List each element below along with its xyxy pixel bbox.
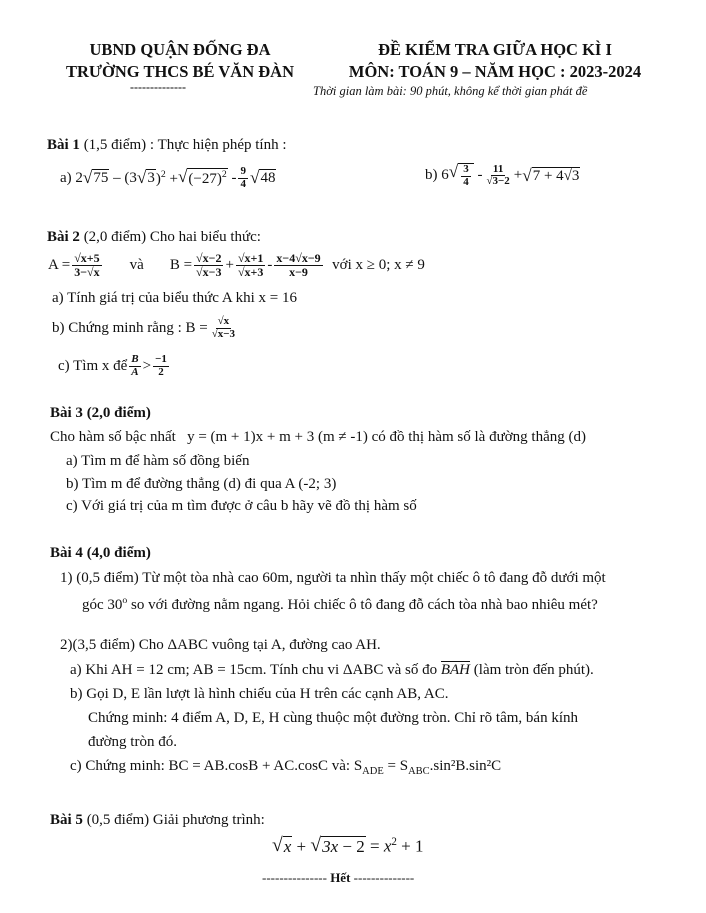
bai2-b: b) Chứng minh rằng : B = $\frac{√x}{√x-3}$: [52, 315, 236, 340]
bai2-b-text: b) Chứng minh rằng : B =: [52, 319, 208, 336]
bai4-p2-b-line3: đường tròn đó.: [88, 734, 177, 750]
bai4-heading: [50, 545, 151, 562]
bai3-title: Bài 3: [50, 405, 83, 421]
bai3-intro: [50, 429, 586, 446]
bai2-condition: với x ≥ 0; x ≠ 9: [332, 256, 425, 273]
bai3-c: c) Với giá trị của m tìm được ở câu b hãy vẽ đồ thị hàm số: [66, 498, 417, 514]
bai4-p2-b-line1: b) Gọi D, E lần lượt là hình chiếu của H trên các cạnh AB, AC.: [70, 686, 449, 702]
bai4-p2-intro: 2)(3,5 điểm) Cho ΔABC vuông tại A, đường cao AH.: [60, 637, 381, 653]
bai2-heading: [47, 229, 261, 246]
bai2-expressions: A = $\frac{√x+5}{3-√x}$ và B = $\frac{√x-2}{√x-3}$ + $\frac{√x+1}{√x+3}$ - $\frac{x-4√x-9}{x-9}$ với x ≥ 0; x ≠ 9: [48, 251, 425, 279]
footer-rule-left: ---------------: [262, 870, 327, 885]
bai3-intro-func: y = (m + 1)x + m + 3 (m ≠ -1) có đồ thị hàm số là đường thẳng (d): [187, 429, 586, 445]
bai4-p2-b-line2: Chứng minh: 4 điểm A, D, E, H cùng thuộc một đường tròn. Chỉ rõ tâm, bán kính: [88, 710, 578, 726]
footer-end-text: Hết: [330, 870, 351, 885]
school-name: TRƯỜNG THCS BÉ VĂN ĐÀN: [66, 62, 294, 81]
bai4-p1-line2-post: so với đường nằm ngang. Hỏi chiếc ô tô đang đỗ cách tòa nhà bao nhiêu mét?: [127, 597, 598, 613]
bai5-equation: √ x + √ 3x − 2 = $x^2 + 1$: [272, 835, 424, 856]
bai5-heading: [50, 812, 265, 829]
bai4-p2-a-pre: a) Khi AH = 12 cm; AB = 15cm. Tính chu vi ΔABC và số đo: [70, 662, 441, 678]
bai1-a-label: a): [60, 169, 72, 186]
bai2-points: (2,0 điểm) Cho hai biểu thức:: [83, 229, 261, 245]
bai2-c-text: c) Tìm x để: [58, 357, 128, 374]
bai4-p1-line1: 1) (0,5 điểm) Từ một tòa nhà cao 60m, người ta nhìn thấy một chiếc ô tô đang đỗ dưới một: [60, 570, 606, 586]
bai1-title: Bài 1: [47, 137, 80, 153]
bai4-points: (4,0 điểm): [86, 545, 151, 561]
bai3-b: b) Tìm m để đường thẳng (d) đi qua A (-2; 3): [66, 476, 337, 492]
bai3-a: a) Tìm m để hàm số đồng biến: [66, 453, 250, 469]
bai4-p1-line2-pre: góc 30: [82, 597, 123, 613]
bai1-b: b) 6 √ $\frac{3}{4}$ - $\frac{11}{√3-2}$ + √ 7 + 4√3: [425, 162, 580, 188]
bai4-p2-c-pre: c) Chứng minh: BC = AB.cosB + AC.cosC và: S: [70, 758, 363, 774]
bai4-p2-a-post: (làm tròn đến phút).: [470, 662, 594, 678]
bai5-points: (0,5 điểm) Giải phương trình:: [86, 812, 265, 828]
bai4-p2-c-sub2: ABC: [408, 766, 430, 777]
bai4-p1-line2: góc 30$^o$ so với đường nằm ngang. Hỏi chiếc ô tô đang đỗ cách tòa nhà bao nhiêu mét?: [82, 595, 598, 613]
bai3-points: (2,0 điểm): [86, 405, 151, 421]
bai4-p2-c-mid: = S: [383, 758, 409, 774]
bai4-angle-bah: BAH: [440, 662, 471, 678]
bai4-p2-c: [70, 758, 501, 777]
footer-rule-right: --------------: [353, 870, 415, 885]
bai4-title: Bài 4: [50, 545, 83, 561]
bai2-c: c) Tìm x để $\frac{B}{A}$ > $\frac{-1}{2}$: [58, 353, 167, 378]
bai1-heading: [47, 137, 287, 154]
exam-subject: MÔN: TOÁN 9 – NĂM HỌC : 2023-2024: [348, 62, 642, 81]
bai1-points: (1,5 điểm) : Thực hiện phép tính :: [83, 137, 287, 153]
bai5-title: Bài 5: [50, 812, 83, 828]
bai4-p2-c-sub1: ADE: [362, 766, 384, 777]
bai2-and: và: [129, 256, 144, 273]
footer-end: [262, 870, 414, 886]
school-district: UBND QUẬN ĐỐNG ĐA: [89, 40, 271, 59]
header-rule: --------------: [130, 80, 186, 94]
bai4-p2-a: [70, 662, 594, 679]
time-note: Thời gian làm bài: 90 phút, không kể thời gian phát đề: [313, 84, 588, 98]
bai4-p2-c-post: .sin²B.sin²C: [429, 758, 502, 774]
bai1-a: a) 2 √ 75 – (3 √ 3 )$^2$ + √ $(-27)^2$ - $\frac{9}{4}$ √ 48: [60, 165, 276, 190]
bai1-b-label: b): [425, 167, 438, 184]
exam-title: ĐỀ KIỂM TRA GIỮA HỌC KÌ I: [378, 40, 612, 59]
bai2-title: Bài 2: [47, 229, 80, 245]
bai3-heading: [50, 405, 151, 422]
bai3-intro-pre: Cho hàm số bậc nhất: [50, 429, 176, 445]
bai2-a: a) Tính giá trị của biểu thức A khi x = 16: [52, 290, 298, 306]
